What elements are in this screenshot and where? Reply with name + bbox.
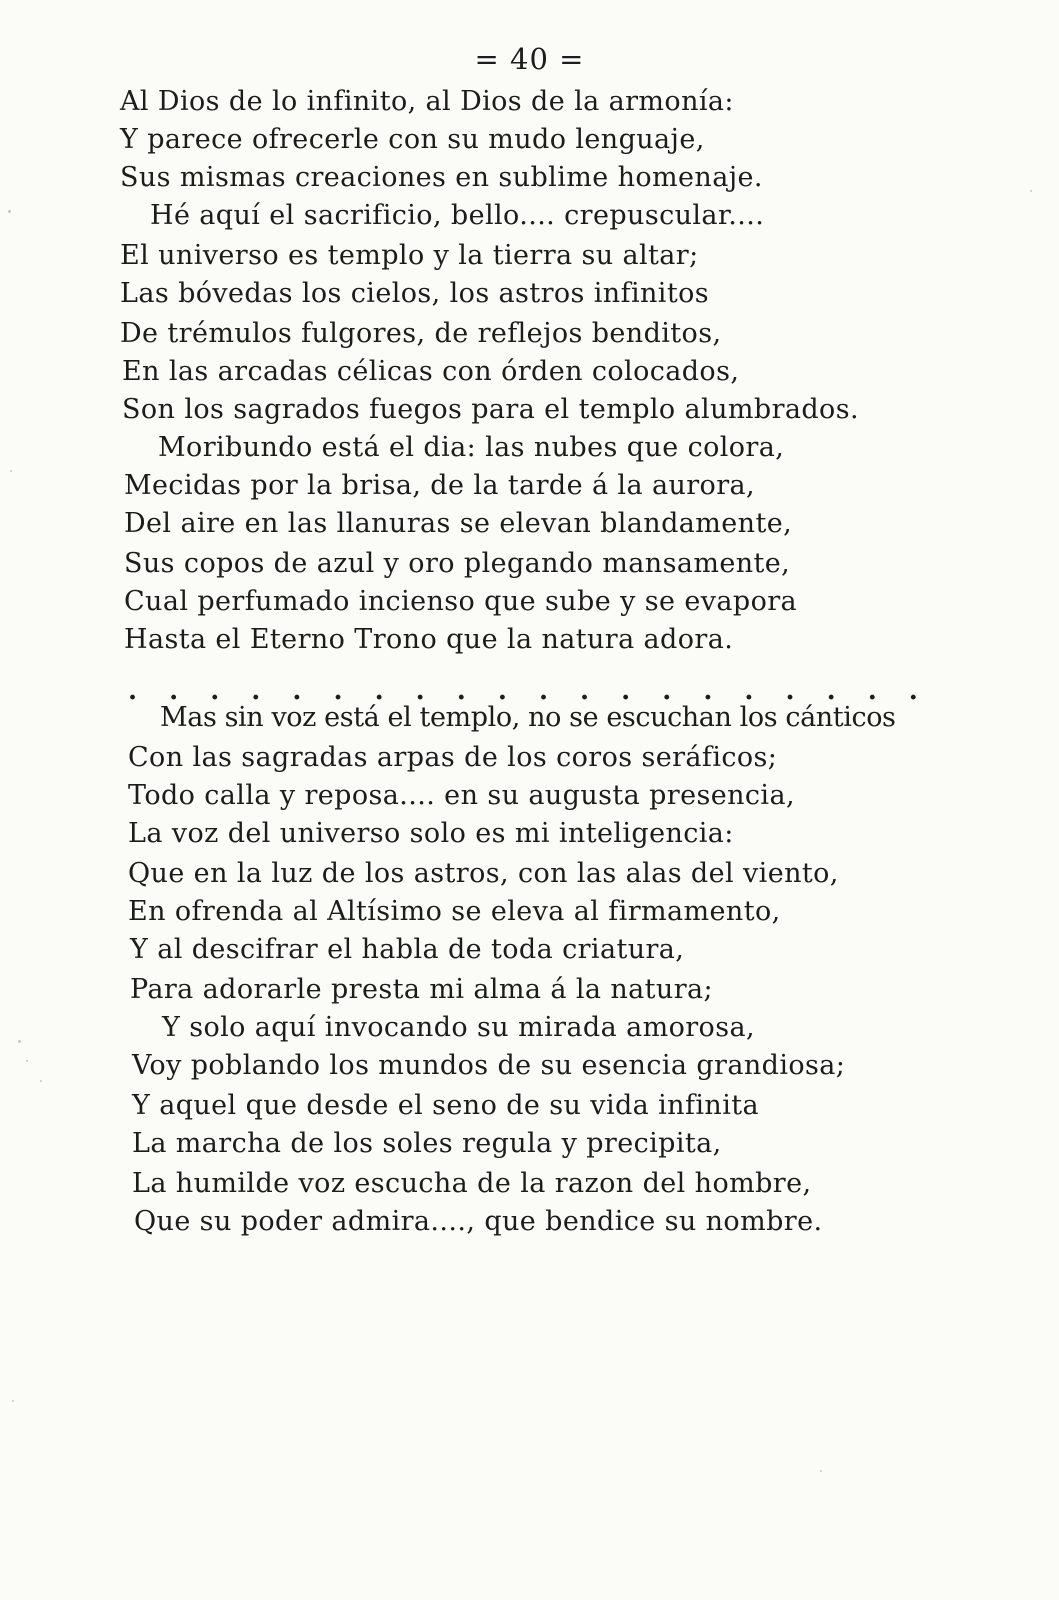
print-speck: [26, 1060, 28, 1062]
verse-line: En las arcadas célicas con órden colocados,: [122, 356, 740, 387]
verse-line: Al Dios de lo infinito, al Dios de la armonía:: [120, 86, 734, 117]
print-speck: [8, 210, 11, 213]
verse-line: Que en la luz de los astros, con las alas del viento,: [128, 858, 839, 889]
separator-dot: .: [785, 676, 795, 706]
separator-dot: .: [744, 676, 754, 706]
verse-line: El universo es templo y la tierra su altar;: [120, 240, 699, 271]
verse-line: Son los sagrados fuegos para el templo alumbrados.: [122, 394, 859, 425]
verse-line: Las bóvedas los cielos, los astros infinitos: [120, 278, 710, 309]
verse-line: Que su poder admira...., que bendice su nombre.: [134, 1206, 823, 1237]
separator-dot: .: [333, 676, 343, 706]
verse-line: Y al descifrar el habla de toda criatura,: [130, 934, 685, 965]
verse-line: Del aire en las llanuras se elevan blandamente,: [124, 508, 793, 539]
verse-line: La voz del universo solo es mi inteligencia:: [128, 818, 734, 849]
separator-dot: .: [292, 676, 302, 706]
separator-dot: .: [580, 676, 590, 706]
ellipsis-separator: [128, 678, 918, 704]
separator-dot: .: [497, 676, 507, 706]
separator-dot: .: [210, 676, 220, 706]
verse-line: Mas sin voz está el templo, no se escuchan los cánticos: [160, 702, 896, 733]
print-speck: [40, 1080, 42, 1082]
print-speck: [1030, 190, 1032, 192]
separator-dot: .: [662, 676, 672, 706]
verse-line: Cual perfumado incienso que sube y se evapora: [124, 586, 798, 617]
verse-line: Voy poblando los mundos de su esencia grandiosa;: [132, 1050, 846, 1081]
print-speck: [10, 470, 12, 472]
separator-dot: .: [169, 676, 179, 706]
separator-dot: .: [456, 676, 466, 706]
separator-dot: .: [374, 676, 384, 706]
verse-line: Para adorarle presta mi alma á la natura;: [130, 974, 713, 1005]
separator-dot: .: [415, 676, 425, 706]
verse-line: La marcha de los soles regula y precipita,: [132, 1128, 722, 1159]
separator-dot: .: [538, 676, 548, 706]
separator-dot: .: [867, 676, 877, 706]
separator-dot: .: [908, 676, 918, 706]
verse-line: Hasta el Eterno Trono que la natura adora.: [124, 624, 734, 655]
verse-line: Y aquel que desde el seno de su vida infinita: [132, 1090, 759, 1121]
verse-line: Todo calla y reposa.... en su augusta presencia,: [128, 780, 795, 811]
separator-dot: .: [128, 676, 138, 706]
separator-dot: .: [703, 676, 713, 706]
verse-line: De trémulos fulgores, de reflejos benditos,: [120, 318, 722, 349]
verse-line: Y solo aquí invocando su mirada amorosa,: [162, 1012, 755, 1043]
verse-line: Sus mismas creaciones en sublime homenaje.: [120, 162, 763, 193]
verse-line: En ofrenda al Altísimo se eleva al firmamento,: [128, 896, 781, 927]
verse-line: Moribundo está el dia: las nubes que colora,: [158, 432, 785, 463]
print-speck: [12, 1400, 14, 1402]
verse-line: Y parece ofrecerle con su mudo lenguaje,: [120, 124, 705, 155]
print-speck: [18, 1040, 21, 1043]
separator-dot: .: [621, 676, 631, 706]
verse-line: Con las sagradas arpas de los coros seráficos;: [128, 742, 778, 773]
page-number: = 40 =: [474, 42, 585, 76]
verse-line: Sus copos de azul y oro plegando mansamente,: [124, 548, 791, 579]
print-speck: [820, 1470, 822, 1472]
verse-line: Mecidas por la brisa, de la tarde á la aurora,: [124, 470, 755, 501]
verse-line: La humilde voz escucha de la razon del hombre,: [132, 1168, 812, 1199]
separator-dot: .: [826, 676, 836, 706]
verse-line: Hé aquí el sacrificio, bello.... crepuscular....: [150, 200, 765, 231]
separator-dot: .: [251, 676, 261, 706]
